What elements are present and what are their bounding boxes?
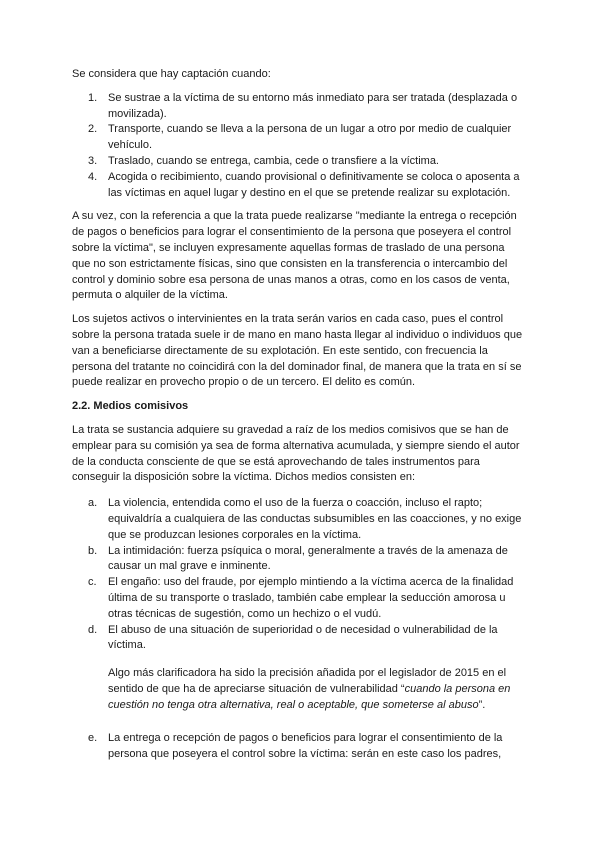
list-marker: b. — [88, 544, 98, 557]
captation-list — [72, 91, 542, 202]
list-item — [72, 496, 542, 543]
text-line: El abuso de una situación de superioridad o de necesidad o vulnerabilidad de la — [108, 623, 498, 636]
text-line: Se sustrae a la víctima de su entorno más inmediato para ser tratada (desplazada o — [108, 91, 518, 104]
list-marker: c. — [88, 576, 97, 589]
list-item — [72, 575, 542, 622]
section-heading: 2.2. Medios comisivos — [72, 400, 189, 413]
list-item — [72, 154, 542, 170]
text-line: de pagos o beneficios para lograr el consentimiento de la persona que poseyera el control — [72, 226, 512, 239]
text-line: Se considera que hay captación cuando: — [72, 68, 271, 80]
text-line: causar un mal grave e inminente. — [108, 560, 271, 573]
document-page — [72, 67, 542, 763]
list-marker: 1. — [88, 91, 98, 104]
note-text: ”. — [478, 698, 486, 711]
text-line: A su vez, con la referencia a que la trata puede realizarse "mediante la entrega o recepción — [72, 210, 517, 223]
means-list — [72, 496, 542, 654]
text-line: La trata se sustancia adquiere su gravedad a raíz de los medios comisivos que se han de — [72, 423, 509, 436]
text-line: La intimidación: fuerza psíquica o moral, generalmente a través de la amenaza de — [108, 544, 508, 557]
list-item — [72, 731, 542, 763]
text-line: control y dominio sobre esa persona de unas manos a otras, como en los casos de venta, — [72, 273, 510, 286]
note-quote: cuestión no tenga otra alternativa, real o aceptable, que someterse al abuso — [108, 698, 479, 711]
text-line: Transporte, cuando se lleva a la persona de un lugar a otro por medio de cualquier — [108, 123, 512, 136]
vulnerability-note — [72, 666, 542, 713]
note-text: sentido de que ha de apreciarse situación de vulnerabilidad “ — [108, 682, 405, 695]
list-marker: 3. — [88, 154, 98, 167]
text-line: que se produzcan lesiones corporales en la víctima. — [108, 528, 362, 541]
text-line: movilizada). — [108, 107, 167, 120]
list-item — [72, 544, 542, 576]
list-marker: d. — [88, 623, 98, 636]
note-line — [108, 698, 542, 714]
text-line: vehículo. — [108, 139, 153, 152]
list-item — [72, 91, 542, 123]
list-item — [72, 623, 542, 655]
paragraph-reference — [72, 209, 542, 304]
text-line: emplear para su comisión ya sea de forma alternativa acumulada, y siempre siendo el autor — [72, 439, 520, 452]
text-line: La entrega o recepción de pagos o beneficios para lograr el consentimiento de la — [108, 732, 503, 745]
text-line: van a beneficiarse directamente de su explotación. En este sentido, con frecuencia la — [72, 344, 488, 357]
list-marker: a. — [88, 497, 98, 510]
list-marker: 2. — [88, 123, 98, 136]
text-line: Traslado, cuando se entrega, cambia, cede o transfiere a la víctima. — [108, 154, 439, 167]
paragraph-active-subjects — [72, 312, 542, 391]
text-line: sobre la víctima", se incluyen expresamente aquellas formas de traslado de una persona — [72, 241, 505, 254]
text-line: víctima. — [108, 639, 146, 652]
text-line: Acogida o recibimiento, cuando provisional o definitivamente se coloca o aposenta a — [108, 170, 520, 183]
list-item — [72, 122, 542, 154]
note-line — [108, 682, 542, 698]
text-line: que no son estrictamente físicas, sino que consisten en la transferencia o intercambio del — [72, 257, 508, 270]
text-line: conseguir la disposición sobre la víctima. Dichos medios consisten en: — [72, 471, 415, 484]
text-line: permuta o alquiler de la víctima. — [72, 289, 228, 302]
text-line: sobre la persona tratada suele ir de mano en mano hasta llegar al individuo o individuos que — [72, 328, 523, 341]
text-line: persona que poseyera el control sobre la víctima: serán en este caso los padres, — [108, 748, 502, 761]
list-marker: 4. — [88, 170, 98, 183]
paragraph-means — [72, 423, 542, 486]
text-line: persona del tratante no coincidirá con la del dominador final, de manera que la trata en sí se — [72, 360, 522, 373]
list-item — [72, 170, 542, 202]
text-line: puede realizar en provecho propio o de un tercero. El delito es común. — [72, 376, 416, 389]
note-line: Algo más clarificadora ha sido la precisión añadida por el legislador de 2015 en el — [108, 667, 507, 680]
text-line: Los sujetos activos o intervinientes en la trata serán varios en cada caso, pues el control — [72, 313, 504, 326]
text-line: las víctimas en aquel lugar y destino en el que se pretende realizar su explotación. — [108, 186, 511, 199]
intro-paragraph — [72, 67, 542, 83]
text-line: de la conducta consciente de que se está aprovechando de tales instrumentos para — [72, 455, 480, 468]
text-line: equivaldría a cualquiera de las conductas subsumibles en las coacciones, y no exige — [108, 512, 522, 525]
list-marker: e. — [88, 732, 98, 745]
text-line: otras técnicas de sugestión, como un hechizo o el vudú. — [108, 607, 382, 620]
means-list-continued — [72, 731, 542, 763]
text-line: La violencia, entendida como el uso de la fuerza o coacción, incluso el rapto; — [108, 497, 483, 510]
text-line: El engaño: uso del fraude, por ejemplo mintiendo a la víctima acerca de la finalidad — [108, 576, 514, 589]
text-line: última de su transporte o traslado, también cabe emplear la seducción amorosa u — [108, 591, 506, 604]
note-quote: cuando la persona en — [404, 682, 511, 695]
